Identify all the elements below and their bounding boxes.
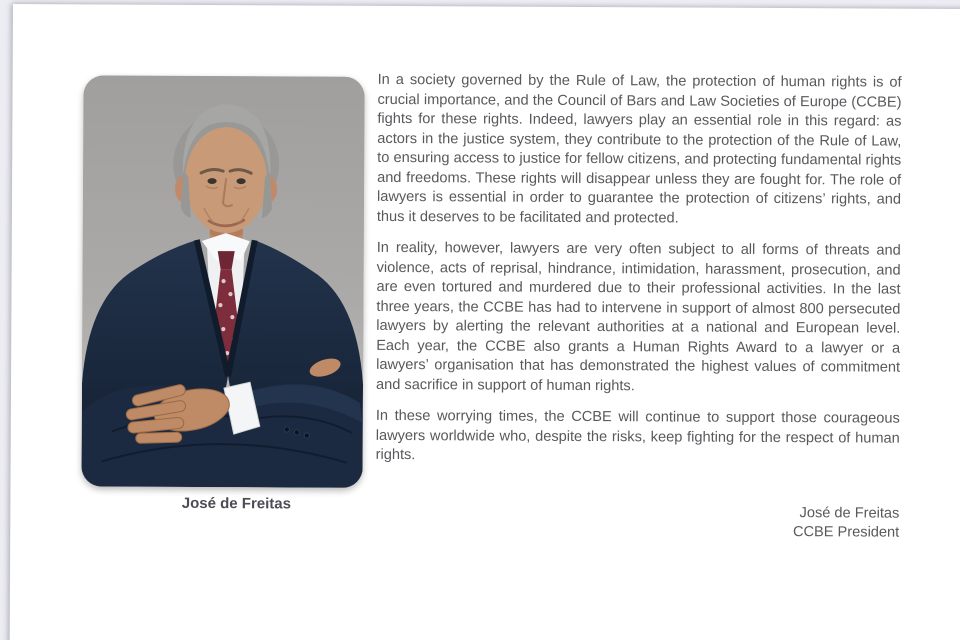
paragraph-2: In reality, however, lawyers are very often subject to all forms of threats and violence, acts of reprisal, hindrance, intimidation, harassment, prosecution, and are even tortured and murdered due to their professional activities. In the last three years, the CCBE has had to intervene in support of almost 800 persecuted lawyers by alerting the relevant authorities at a national and European level. Each year, the CCBE also grants a Human Rights Award to a lawyer or a lawyers’ organisation that has demonstrated the highest values of commitment and sacrifice in support of human rights. xyxy=(375,239,901,394)
portrait-photo-illustration xyxy=(81,75,364,487)
document-page xyxy=(10,4,960,640)
paragraph-1: In a society governed by the Rule of Law, the protection of human rights is of crucial importance, and the Council of Bars and Law Societies of Europe (CCBE) fights for these rights. Indeed, lawyers play an essential role in this regard: as actors in the justice system, they contribute to the protection of the Rule of Law, to ensuring access to justice for fellow citizens, and protecting fundamental rights and freedoms. These rights will disappear unless they are fought for. The role of lawyers is essential in order to guarantee the protection of citizens’ rights, and thus it deserves to be facilitated and protected. xyxy=(376,71,902,226)
paragraph-3: In these worrying times, the CCBE will continue to support those courageous lawyers worldwide who, despite the risks, keep fighting for the respect of human rights. xyxy=(375,407,900,464)
signature-title: CCBE President xyxy=(792,523,900,541)
signature-block xyxy=(375,501,899,542)
article xyxy=(375,71,901,542)
portrait-photo xyxy=(81,75,364,487)
photo-caption: José de Freitas xyxy=(181,494,292,513)
signature-name: José de Freitas xyxy=(799,504,900,522)
